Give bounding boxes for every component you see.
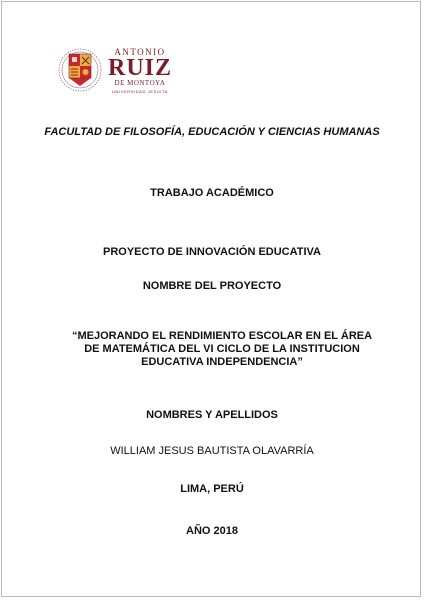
- project-type: PROYECTO DE INNOVACIÓN EDUCATIVA: [103, 246, 321, 258]
- logo-line-de-montoya: DE MONTOYA: [114, 79, 166, 87]
- logo-wordmark: [104, 47, 176, 95]
- project-name-label: NOMBRE DEL PROYECTO: [142, 280, 282, 292]
- year: AÑO 2018: [186, 525, 238, 537]
- logo-line-ruiz: RUIZ: [107, 55, 172, 81]
- place: LIMA, PERÚ: [180, 483, 244, 495]
- logo-line-antonio: ANTONIO: [114, 47, 166, 57]
- names-label: NOMBRES Y APELLIDOS: [146, 409, 278, 421]
- university-logo: [58, 44, 176, 100]
- faculty-heading: FACULTAD DE FILOSOFÍA, EDUCACIÓN Y CIENCIAS HUMANAS: [44, 126, 380, 138]
- author-name: WILLIAM JESUS BAUTISTA OLAVARRÍA: [110, 445, 314, 457]
- logo-line-universidad: UNIVERSIDAD JESUITA: [112, 89, 168, 94]
- crest-icon: [58, 44, 106, 100]
- project-title: “MEJORANDO EL RENDIMIENTO ESCOLAR EN EL ÁREA DE MATEMÁTICA DEL VI CICLO DE LA INSTITUCION EDUCATIVA INDEPENDENCIA”: [71, 330, 373, 368]
- work-type: TRABAJO ACADÉMICO: [150, 187, 274, 199]
